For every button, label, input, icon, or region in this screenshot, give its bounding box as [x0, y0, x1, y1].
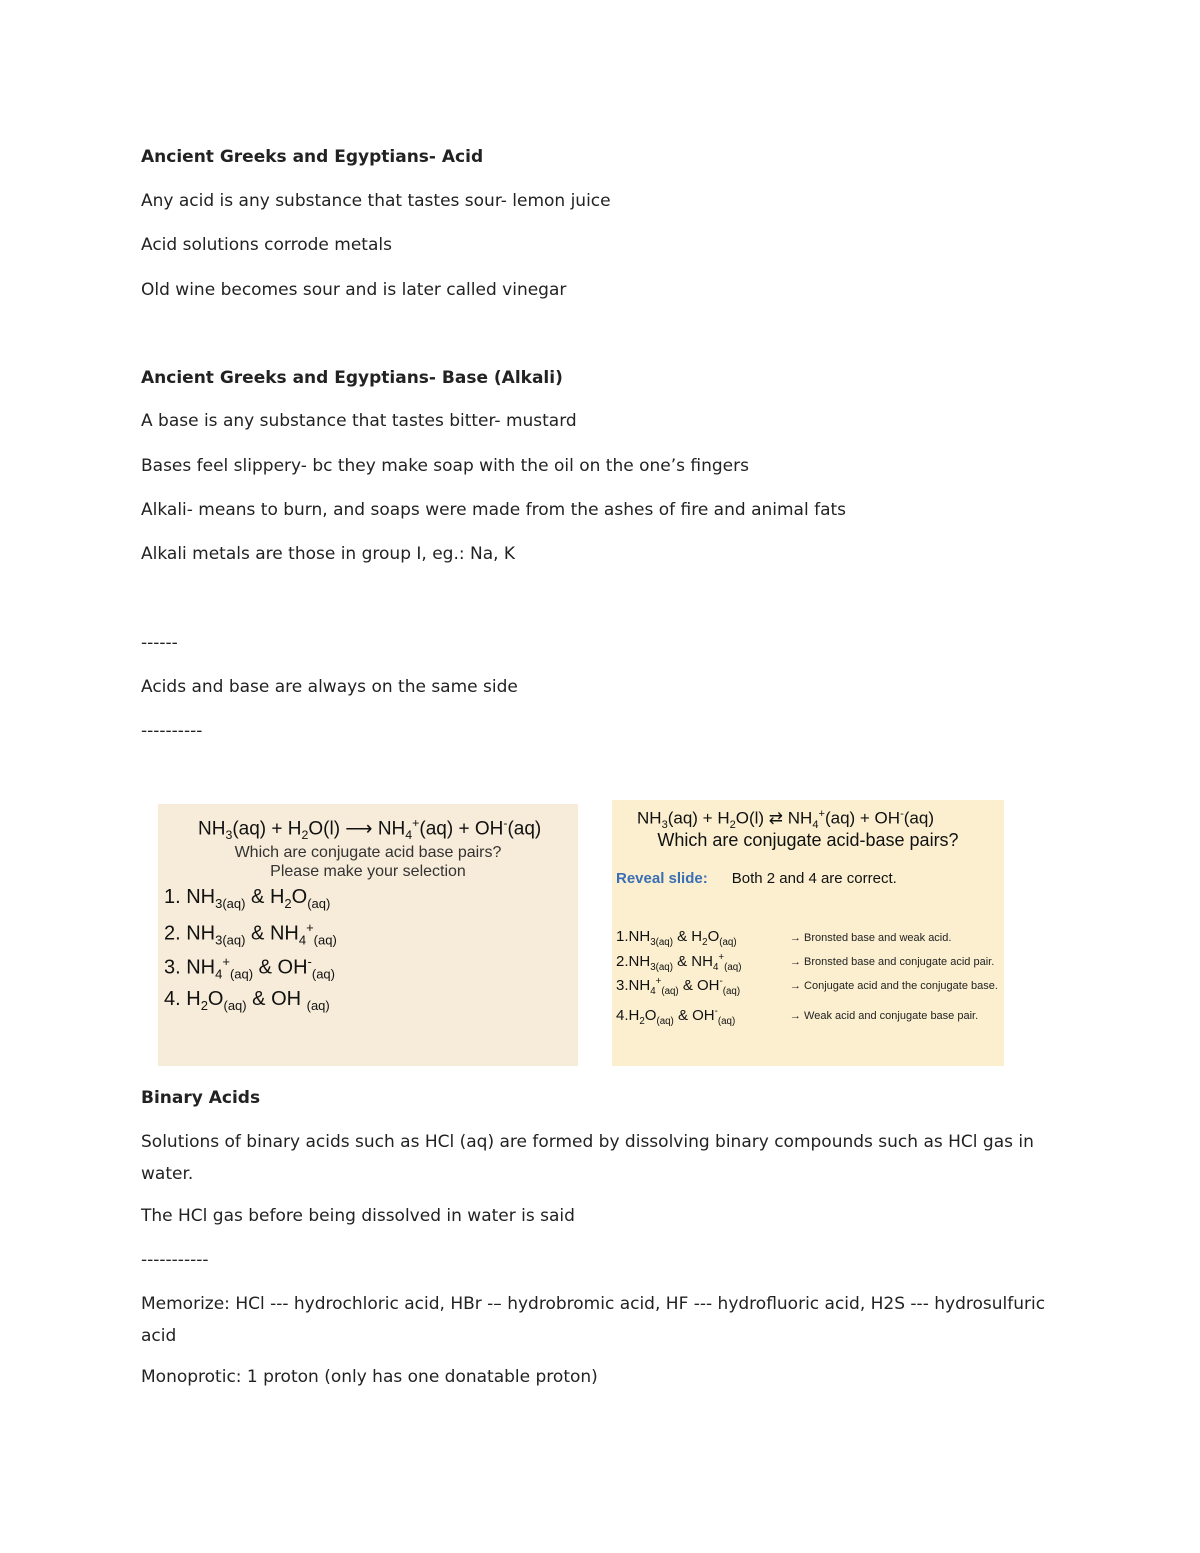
acid-line-2: Acid solutions corrode metals — [141, 235, 392, 255]
answer-2-desc: → Bronsted base and conjugate acid pair. — [790, 956, 995, 968]
slide-image-conjugate-question — [158, 804, 578, 1066]
option-1: 1. $NH_{3(aq)}$ & $H_2O_{(aq)}$ — [164, 886, 331, 911]
divider-3: ----------- — [141, 1250, 209, 1270]
answer-1: $1.NH_{3(aq)}$ & $H_2O_{(aq)}$ — [616, 928, 737, 948]
slide-question: Which are conjugate acid-base pairs? — [657, 830, 959, 850]
divider-2: ---------- — [141, 721, 203, 741]
base-line-1: A base is any substance that tastes bitter- mustard — [141, 411, 577, 431]
option-3: 3. $NH_4^+_{(aq)}$ & $OH^-_{(aq)}$ — [164, 954, 335, 982]
base-line-3: Alkali- means to burn, and soaps were made from the ashes of fire and animal fats — [141, 500, 847, 520]
option-2: 2. $NH_{3(aq)}$ & $NH_4^+_{(aq)}$ — [164, 920, 337, 948]
divider-1: ------ — [141, 633, 178, 653]
reaction-equation: $NH_3(aq) + H_2O(l)$ ⇄ $NH_4^+(aq) + OH^-(aq)$ — [637, 808, 934, 832]
reveal-label: Reveal slide: — [616, 870, 708, 887]
reaction-equation: $NH_3(aq) + H_2O(l)$ ⟶ $NH_4^+(aq) + OH^-(aq)$ — [198, 816, 542, 843]
slide-image-conjugate-answer — [612, 800, 1004, 1066]
memorize-line: Memorize: HCl --- hydrochloric acid, HBr -– hydrobromic acid, HF --- hydrofluoric acid, H2S --- hydrosulfuric acid — [141, 1294, 1046, 1346]
binary-acids-para-2: The HCl gas before being dissolved in water is said — [141, 1206, 575, 1226]
acid-line-1: Any acid is any substance that tastes sour- lemon juice — [141, 191, 611, 211]
note-line: Acids and base are always on the same side — [141, 677, 518, 697]
answer-2: $2.NH_{3(aq)}$ & $NH_4^+_{(aq)}$ — [616, 952, 742, 973]
section-heading-base: Ancient Greeks and Egyptians- Base (Alkali) — [141, 368, 563, 388]
answer-3: $3.NH_4^+_{(aq)}$ & $OH^-_{(aq)}$ — [616, 976, 741, 997]
section-heading-acid: Ancient Greeks and Egyptians- Acid — [141, 147, 484, 167]
section-heading-binary-acids: Binary Acids — [141, 1088, 261, 1108]
reveal-line — [616, 870, 897, 887]
base-line-2: Bases feel slippery- bc they make soap with the oil on the one’s fingers — [141, 456, 749, 476]
slide-question: Which are conjugate acid base pairs? — [234, 844, 502, 861]
acid-line-3: Old wine becomes sour and is later called vinegar — [141, 280, 567, 300]
answer-1-desc: → Bronsted base and weak acid. — [790, 932, 952, 944]
answer-4-desc: → Weak acid and conjugate base pair. — [790, 1010, 979, 1022]
option-4: 4. $H_2O_{(aq)}$ & OH $_{(aq)}$ — [164, 988, 330, 1013]
monoprotic-line: Monoprotic: 1 proton (only has one donatable proton) — [141, 1367, 598, 1387]
base-line-4: Alkali metals are those in group I, eg.: Na, K — [141, 544, 516, 564]
answer-4: $4.H_2O_{(aq)}$ & $OH^-_{(aq)}$ — [616, 1006, 736, 1027]
slide-instruction: Please make your selection — [270, 863, 466, 880]
answer-3-desc: → Conjugate acid and the conjugate base. — [790, 980, 998, 992]
reveal-text: Both 2 and 4 are correct. — [731, 870, 897, 887]
binary-acids-para-1: Solutions of binary acids such as HCl (aq) are formed by dissolving binary compounds such as HCl gas in water. — [141, 1132, 1034, 1184]
